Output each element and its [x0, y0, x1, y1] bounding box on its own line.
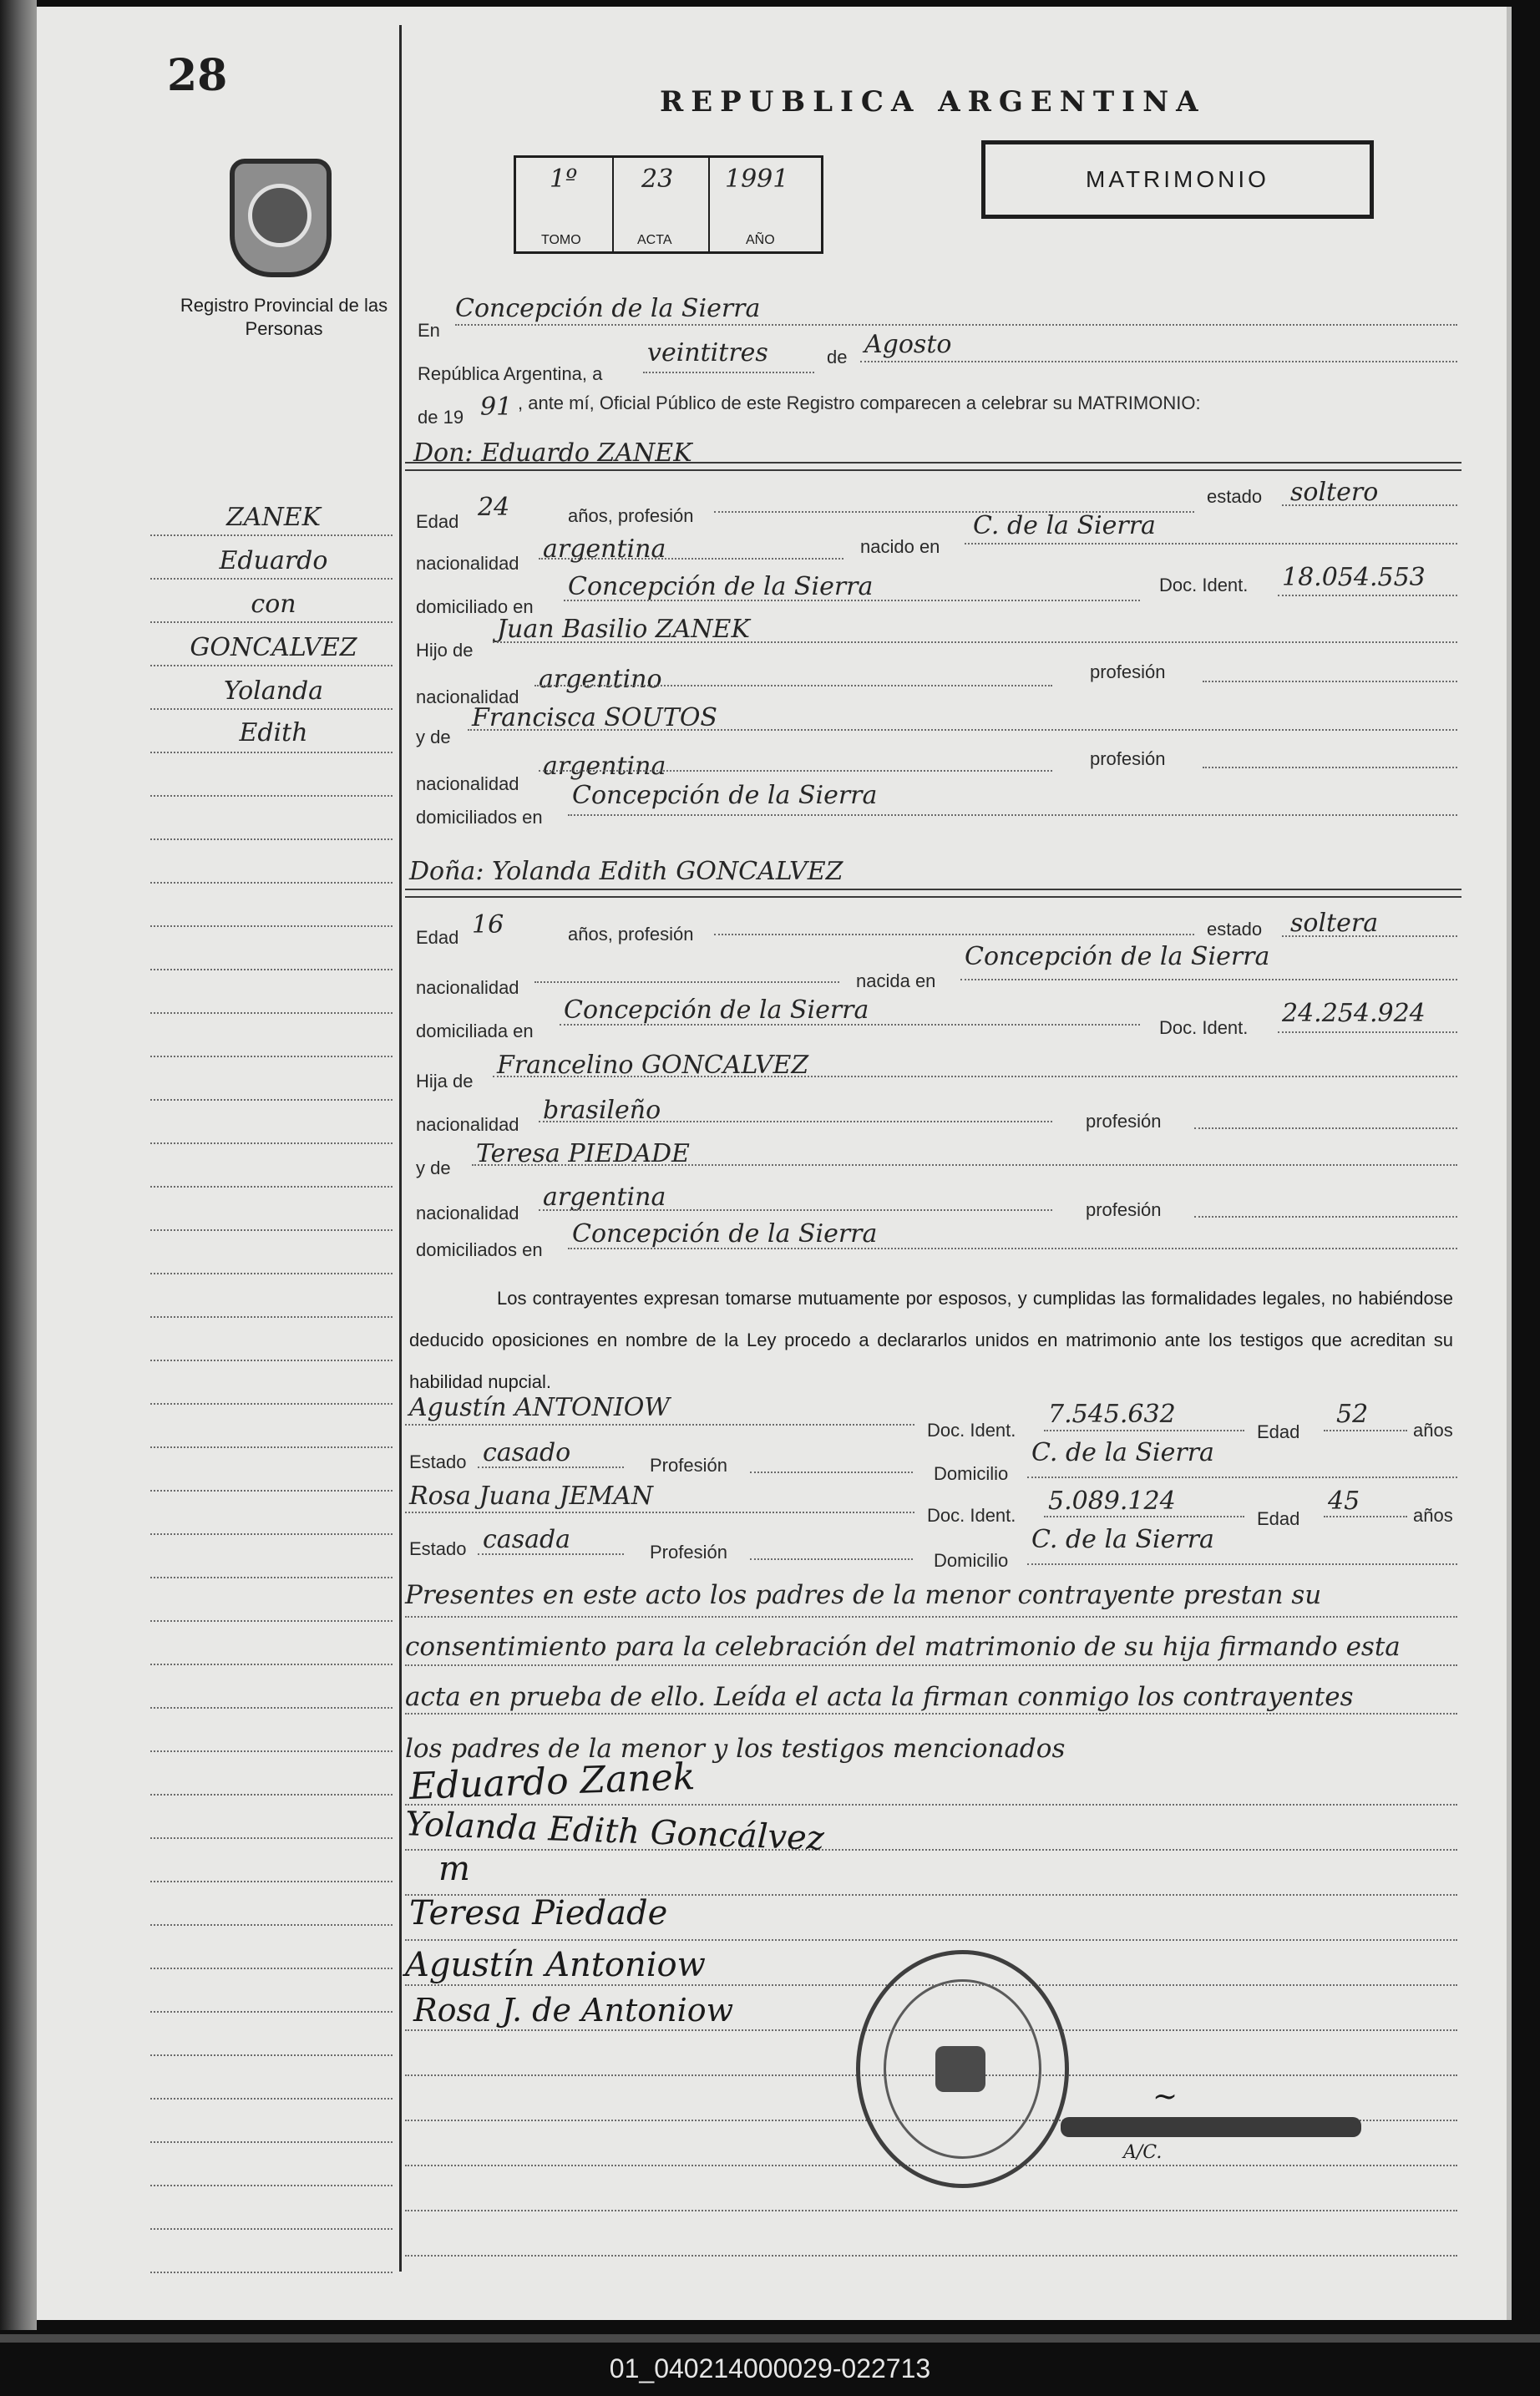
notes-line-1: Presentes en este acto los padres de la menor contrayente prestan su [405, 1580, 1322, 1610]
ruled-line [150, 1664, 393, 1665]
bride-madre-prof-label: profesión [1086, 1199, 1162, 1220]
place-value: Concepción de la Sierra [455, 294, 761, 323]
groom-nacido-label: nacido en [860, 536, 940, 557]
ruled-line [150, 1316, 393, 1318]
notes-line-2: consentimiento para la celebración del matrimonio de su hija firmando esta [405, 1632, 1401, 1662]
side-name-5: Yolanda [223, 676, 324, 706]
witness2-name: Rosa Juana JEMAN [409, 1482, 654, 1511]
ruled-line [150, 708, 393, 710]
witness1-domicilio: C. de la Sierra [1031, 1438, 1214, 1467]
notes-line-3: acta en prueba de ello. Leída el acta la firman conmigo los contrayentes [405, 1682, 1354, 1712]
ruled-line [405, 1849, 1457, 1851]
ruled-line [150, 1533, 393, 1535]
witness1-edad-label: Edad [1257, 1421, 1300, 1442]
signature-witness2: Rosa J. de Antoniow [413, 1992, 734, 2029]
acta-label: ACTA [637, 233, 672, 247]
ruled-line [150, 621, 393, 623]
signature-mother: Teresa Piedade [409, 1894, 668, 1933]
notes-line-4: los padres de la menor y los testigos mencionados [405, 1734, 1066, 1764]
groom-doms-label: domiciliados en [416, 807, 543, 828]
witness2-profesion-label: Profesión [650, 1542, 727, 1563]
registry-name: Registro Provincial de las Personas [180, 295, 388, 339]
book-spine [0, 0, 37, 2330]
ruled-line [150, 2185, 393, 2186]
groom-padres-dom: Concepción de la Sierra [572, 781, 878, 810]
official-stamp-icon [856, 1950, 1069, 2188]
ruled-line [150, 2228, 393, 2230]
tomo-acta-ano-box [514, 155, 823, 254]
ruled-line [150, 1620, 393, 1622]
ruled-line [150, 1360, 393, 1361]
ruled-line [150, 1577, 393, 1578]
ruled-line [150, 2098, 393, 2100]
witness2-domicilio: C. de la Sierra [1031, 1525, 1214, 1554]
bride-padres-dom: Concepción de la Sierra [572, 1219, 878, 1249]
bride-doc-label: Doc. Ident. [1159, 1017, 1249, 1038]
bride-estado-label: estado [1207, 919, 1263, 940]
signature-official: ~ [1152, 2079, 1178, 2114]
bride-nacida-label: nacida en [856, 970, 936, 991]
en-label: En [418, 320, 440, 341]
bride-edad: 16 [472, 910, 504, 940]
groom-padre-nac: argentino [539, 665, 662, 694]
signature-groom: Eduardo Zanek [408, 1755, 697, 1808]
bride-doms-label: domiciliados en [416, 1239, 543, 1260]
groom-padre-prof-label: profesión [1090, 661, 1166, 682]
register-page [37, 7, 1512, 2320]
ruled-line [150, 1403, 393, 1405]
ruled-line [150, 2141, 393, 2143]
tomo-label: TOMO [541, 233, 581, 247]
bride-padre-prof-label: profesión [1086, 1111, 1162, 1132]
statement-text: , ante mí, Oficial Público de este Registro comparecen a celebrar su MATRIMONIO: [518, 393, 1201, 413]
ruled-line [150, 1794, 393, 1796]
ruled-line [150, 1924, 393, 1926]
province-seal-icon [230, 159, 332, 277]
bride-padre-nac-label: nacionalidad [416, 1114, 519, 1135]
groom-nacionalidad: argentina [543, 534, 666, 564]
groom-header: Don: Eduardo ZANEK [413, 438, 692, 468]
margin-divider [399, 25, 402, 2272]
groom-edad-label: Edad [416, 511, 459, 532]
year-suffix: 91 [480, 393, 513, 422]
ruled-line [405, 2255, 1457, 2257]
side-name-2: Eduardo [219, 546, 328, 575]
witness2-edad: 45 [1328, 1487, 1360, 1516]
groom-estado: soltero [1290, 478, 1379, 507]
bride-profesion-label: años, profesión [568, 924, 694, 945]
bride-yde-label: y de [416, 1157, 451, 1178]
ruled-line [150, 665, 393, 666]
ruled-line [150, 1273, 393, 1274]
month-value: Agosto [864, 330, 952, 359]
bride-hija-label: Hija de [416, 1071, 474, 1092]
ruled-line [150, 534, 393, 536]
groom-madre-nac: argentina [543, 752, 666, 781]
bride-padre: Francelino GONCALVEZ [497, 1051, 809, 1080]
bride-madre-nac: argentina [543, 1183, 666, 1212]
ruled-line [150, 1056, 393, 1057]
ruled-line [150, 2272, 393, 2273]
bride-dom-label: domiciliada en [416, 1021, 534, 1041]
witness1-edad: 52 [1336, 1400, 1369, 1429]
side-name-4: GONCALVEZ [190, 633, 357, 662]
acta-value: 23 [641, 165, 674, 194]
ruled-line [405, 1804, 1457, 1806]
side-name-3: con [251, 590, 296, 619]
ruled-line [150, 838, 393, 840]
groom-padre: Juan Basilio ZANEK [497, 615, 750, 644]
official-title: A/C. [1123, 2142, 1163, 2163]
ruled-line [150, 1490, 393, 1492]
ruled-line [150, 1142, 393, 1144]
witness2-estado: casada [483, 1525, 571, 1554]
groom-madre: Francisca SOUTOS [472, 703, 717, 732]
groom-doc: 18.054.553 [1282, 563, 1426, 592]
ruled-line [150, 578, 393, 580]
ano-label: AÑO [746, 233, 775, 247]
act-type-box: MATRIMONIO [981, 140, 1374, 219]
republica-label: República Argentina, a [418, 363, 603, 384]
groom-nac-label: nacionalidad [416, 553, 519, 574]
witness1-doc-label: Doc. Ident. [927, 1420, 1016, 1441]
signature-witness1: Agustín Antoniow [405, 1946, 706, 1984]
day-value: veintitres [647, 338, 768, 367]
ruled-line [150, 1881, 393, 1882]
witness1-estado: casado [483, 1438, 571, 1467]
groom-domicilio: Concepción de la Sierra [568, 572, 874, 601]
witness1-doc: 7.545.632 [1048, 1400, 1176, 1429]
groom-edad: 24 [478, 493, 510, 522]
witness2-domicilio-label: Domicilio [934, 1550, 1009, 1571]
ruled-line [150, 1012, 393, 1014]
groom-nacido: C. de la Sierra [973, 511, 1156, 540]
witness1-profesion-label: Profesión [650, 1455, 727, 1476]
ruled-line [150, 1968, 393, 1969]
groom-estado-label: estado [1207, 486, 1263, 507]
image-reference-code: 01_040214000029-022713 [609, 2353, 931, 2383]
ruled-line [150, 2011, 393, 2013]
bride-doc: 24.254.924 [1282, 999, 1426, 1028]
groom-profesion-label: años, profesión [568, 505, 694, 526]
ruled-line [405, 2210, 1457, 2211]
redacted-official-name [1061, 2117, 1361, 2137]
page-number: 28 [167, 50, 228, 101]
de-label: de [827, 347, 848, 367]
bride-madre: Teresa PIEDADE [476, 1139, 690, 1168]
bride-padre-nac: brasileño [543, 1096, 661, 1125]
bride-edad-label: Edad [416, 927, 459, 948]
groom-doc-label: Doc. Ident. [1159, 575, 1249, 595]
witness2-edad-label: Edad [1257, 1508, 1300, 1529]
groom-madre-nac-label: nacionalidad [416, 773, 519, 794]
ruled-line [150, 795, 393, 797]
side-name-6: Edith [239, 718, 308, 747]
witness2-anios-label: años [1413, 1505, 1453, 1526]
witness2-doc-label: Doc. Ident. [927, 1505, 1016, 1526]
ruled-line [150, 1707, 393, 1709]
ruled-line [150, 1446, 393, 1448]
witness1-estado-label: Estado [409, 1451, 467, 1472]
tomo-value: 1º [550, 165, 578, 194]
groom-padre-nac-label: nacionalidad [416, 686, 519, 707]
witness2-estado-label: Estado [409, 1538, 467, 1559]
ruled-line [150, 1099, 393, 1101]
year-prefix: de 19 [418, 407, 464, 428]
groom-madre-prof-label: profesión [1090, 748, 1166, 769]
bride-nac-label: nacionalidad [416, 977, 519, 998]
groom-dom-label: domiciliado en [416, 596, 534, 617]
page-bottom-edge [0, 2334, 1540, 2343]
ruled-line [150, 882, 393, 884]
ruled-line [405, 1939, 1457, 1941]
bride-estado: soltera [1290, 909, 1379, 938]
ruled-line [150, 969, 393, 970]
country-title: REPUBLICA ARGENTINA [660, 85, 1206, 119]
witness1-anios-label: años [1413, 1420, 1453, 1441]
witness1-domicilio-label: Domicilio [934, 1463, 1009, 1484]
groom-yde-label: y de [416, 727, 451, 747]
bride-nacida: Concepción de la Sierra [965, 942, 1270, 971]
ruled-line [150, 1186, 393, 1188]
groom-hijo-label: Hijo de [416, 640, 474, 661]
witness1-name: Agustín ANTONIOW [409, 1393, 671, 1422]
declaration-text: Los contrayentes expresan tomarse mutuamente por esposos, y cumplidas las formalidades legales, no habiéndose deducido oposiciones en nombre de la Ley procedo a declararlos unidos en matrimonio ante los testigos que acreditan su habilidad nupcial. [409, 1288, 1453, 1392]
bride-domicilio: Concepción de la Sierra [564, 995, 869, 1025]
side-name-1: ZANEK [225, 503, 322, 532]
ruled-line [150, 925, 393, 927]
bride-madre-nac-label: nacionalidad [416, 1203, 519, 1223]
witness2-doc: 5.089.124 [1048, 1487, 1176, 1516]
signature-initials: m [438, 1850, 470, 1888]
signature-bride: Yolanda Edith Goncálvez [404, 1805, 825, 1858]
ruled-line [150, 1837, 393, 1839]
ruled-line [150, 1229, 393, 1231]
ruled-line [150, 2054, 393, 2056]
ano-value: 1991 [725, 165, 789, 194]
ruled-line [150, 1750, 393, 1752]
bride-header: Doña: Yolanda Edith GONCALVEZ [409, 857, 843, 886]
ruled-line [150, 752, 393, 753]
